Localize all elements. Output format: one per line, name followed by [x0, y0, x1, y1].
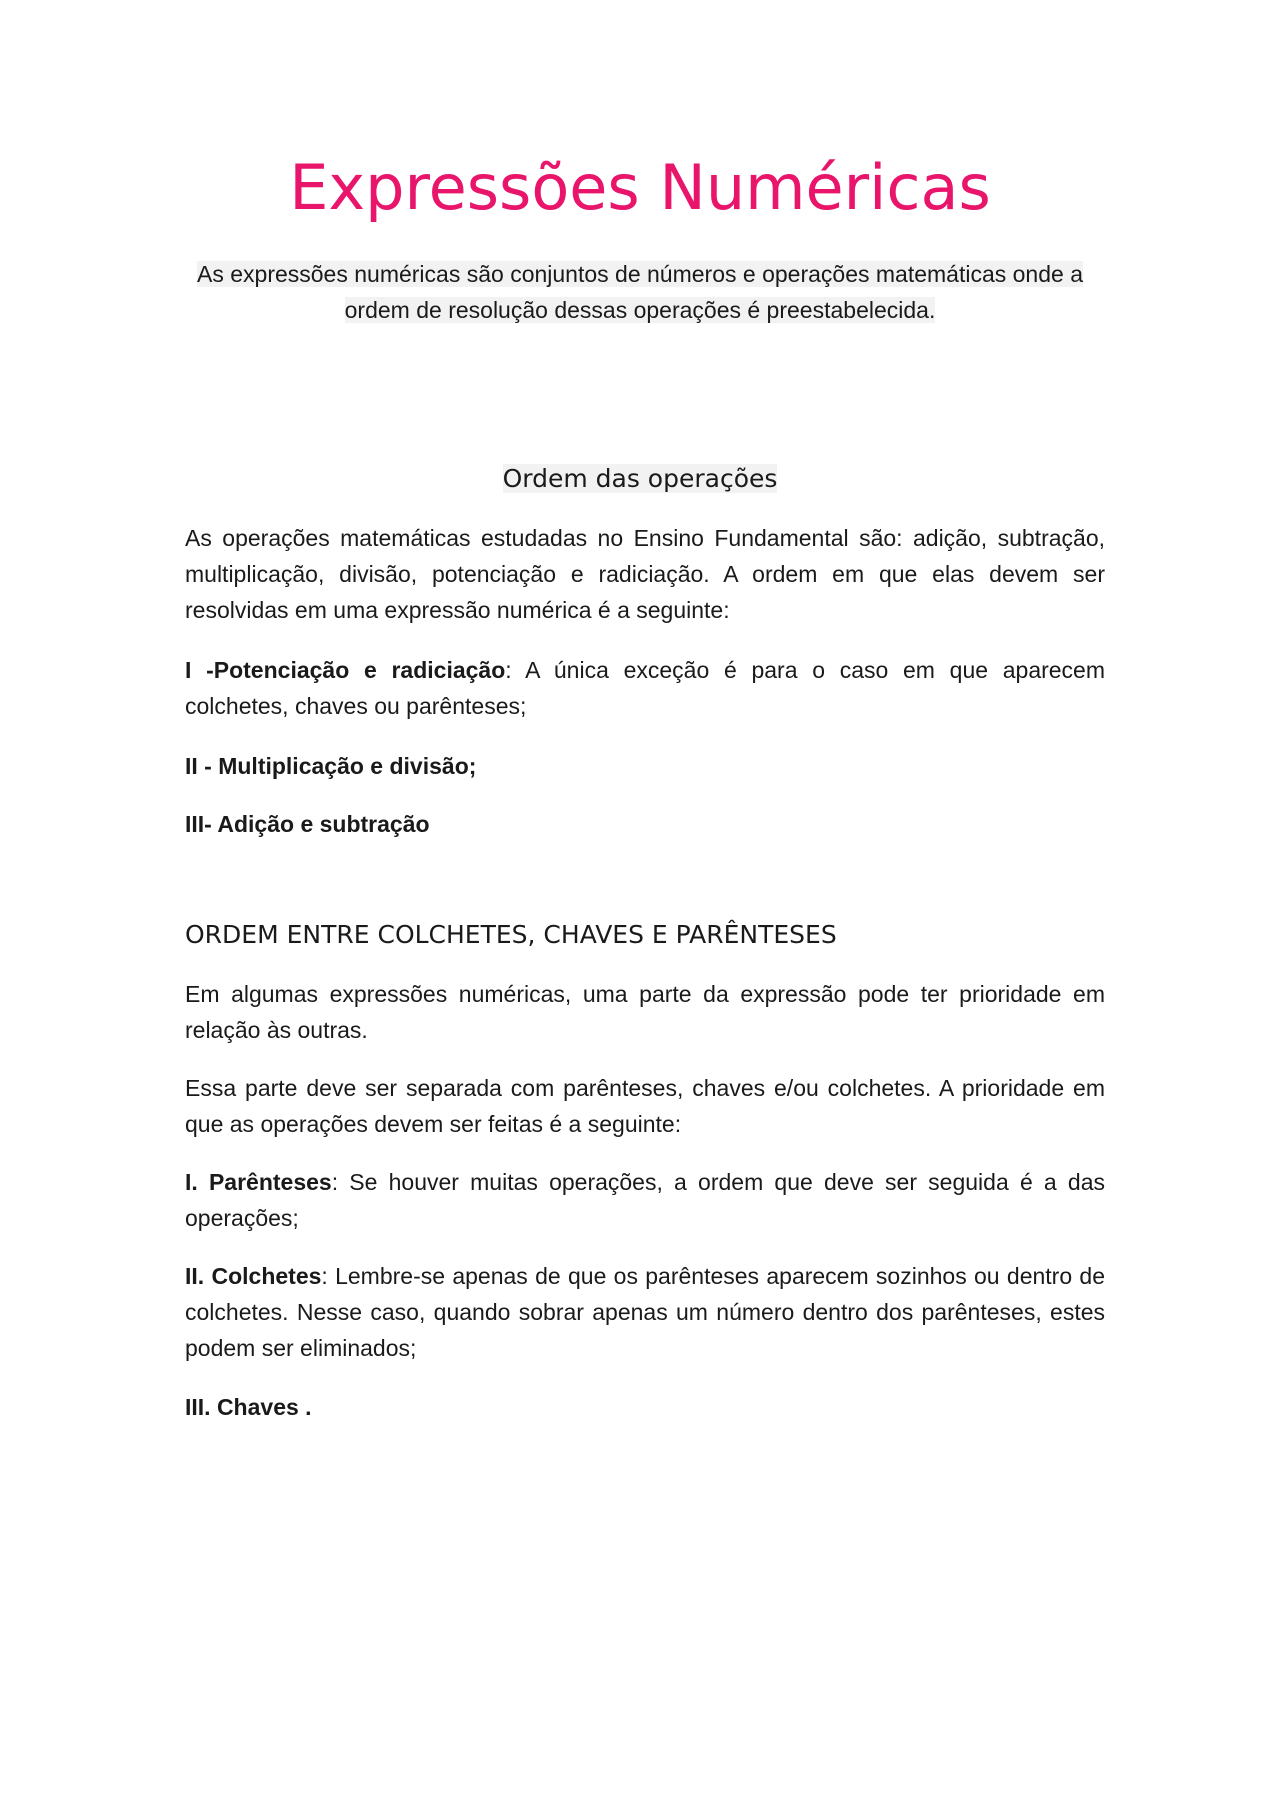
operation-item-3: [185, 806, 1105, 842]
intro-paragraph: [185, 256, 1095, 328]
document-title: Expressões Numéricas: [289, 151, 991, 224]
bracket-item-2: [185, 1258, 1105, 1366]
operation-item-2-label: II - Multiplicação e divisão;: [185, 753, 477, 779]
bracket-item-2-label: II. Colchetes: [185, 1263, 322, 1289]
bracket-item-1-text: : Se houver muitas operações, a ordem que deve ser seguida é a das operações;: [185, 1169, 1105, 1231]
operation-item-3-label: III- Adição e subtração: [185, 811, 430, 837]
section-heading-brackets: ORDEM ENTRE COLCHETES, CHAVES E PARÊNTESES: [185, 920, 837, 949]
operation-item-2: [185, 748, 1105, 784]
operation-item-1-text: : A única exceção é para o caso em que aparecem colchetes, chaves ou parênteses;: [185, 657, 1106, 719]
brackets-paragraph-1: Em algumas expressões numéricas, uma parte da expressão pode ter prioridade em relação às outras.: [185, 981, 1105, 1043]
intro-text: As expressões numéricas são conjuntos de números e operações matemáticas onde a ordem de resolução dessas operações é preestabelecida.: [197, 261, 1083, 323]
bracket-item-2-text: : Lembre-se apenas de que os parênteses aparecem sozinhos ou dentro de colchetes. Nesse caso, quando sobrar apenas um número dentro dos parênteses, estes podem ser eliminados;: [185, 1263, 1106, 1361]
operation-item-1-label: I -Potenciação e radiciação: [185, 657, 506, 683]
bracket-item-3-label: III. Chaves .: [185, 1394, 312, 1420]
section-heading-order-of-operations: [0, 461, 1280, 497]
brackets-paragraph-2: Essa parte deve ser separada com parênteses, chaves e/ou colchetes. A prioridade em que as operações devem ser feitas é a seguinte:: [185, 1075, 1105, 1137]
bracket-item-1: [185, 1164, 1105, 1236]
operation-item-1: [185, 652, 1105, 724]
bracket-item-1-label: I. Parênteses: [185, 1169, 332, 1195]
operations-paragraph: As operações matemáticas estudadas no Ensino Fundamental são: adição, subtração, multiplicação, divisão, potenciação e radiciação. A ordem em que elas devem ser resolvidas em uma expressão numérica é a seguinte:: [185, 525, 1105, 623]
section-heading-text: Ordem das operações: [502, 464, 778, 493]
bracket-item-3: [185, 1389, 1105, 1425]
